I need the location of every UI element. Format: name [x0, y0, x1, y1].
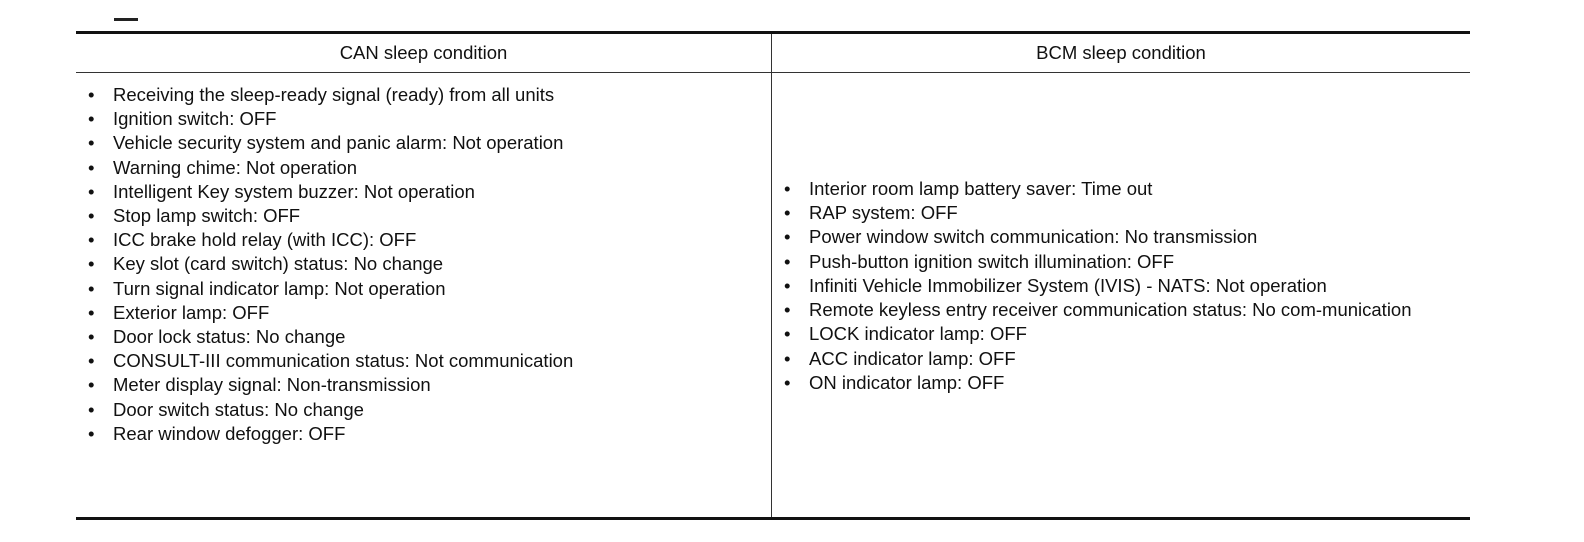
list-item: • Interior room lamp battery saver: Time out: [784, 177, 1470, 201]
list-item: • Push-button ignition switch illumination: OFF: [784, 250, 1470, 274]
table-body-row: [76, 73, 1470, 517]
list-item: • RAP system: OFF: [784, 201, 1470, 225]
list-item: • Door switch status: No change: [88, 398, 771, 422]
list-item: • Remote keyless entry receiver communication status: No com-munication: [784, 298, 1470, 322]
list-item: • Intelligent Key system buzzer: Not operation: [88, 180, 771, 204]
corner-mark: [114, 18, 138, 21]
list-item: • LOCK indicator lamp: OFF: [784, 322, 1470, 346]
bcm-sleep-condition-header: BCM sleep condition: [1036, 41, 1206, 63]
sleep-condition-table: [76, 31, 1470, 520]
list-item: • Infiniti Vehicle Immobilizer System (IVIS) - NATS: Not operation: [784, 274, 1470, 298]
list-item: • Turn signal indicator lamp: Not operation: [88, 277, 771, 301]
table-header-row: [76, 34, 1470, 73]
list-item: • Key slot (card switch) status: No change: [88, 252, 771, 276]
list-item: • Vehicle security system and panic alarm: Not operation: [88, 131, 771, 155]
can-conditions-cell: [76, 73, 772, 517]
list-item: • Ignition switch: OFF: [88, 107, 771, 131]
list-item: • CONSULT-III communication status: Not communication: [88, 349, 771, 373]
list-item: • Warning chime: Not operation: [88, 156, 771, 180]
list-item: • ACC indicator lamp: OFF: [784, 347, 1470, 371]
list-item: • Rear window defogger: OFF: [88, 422, 771, 446]
list-item: • Stop lamp switch: OFF: [88, 204, 771, 228]
list-item: • Power window switch communication: No transmission: [784, 225, 1470, 249]
list-item: • ICC brake hold relay (with ICC): OFF: [88, 228, 771, 252]
list-item: • ON indicator lamp: OFF: [784, 371, 1470, 395]
can-sleep-condition-header: CAN sleep condition: [76, 34, 772, 72]
bcm-conditions-cell: [772, 73, 1470, 517]
list-item: • Door lock status: No change: [88, 325, 771, 349]
can-conditions-list: [76, 83, 771, 446]
bcm-conditions-list: [772, 177, 1470, 395]
list-item: • Receiving the sleep-ready signal (ready) from all units: [88, 83, 771, 107]
list-item: • Meter display signal: Non-transmission: [88, 373, 771, 397]
list-item: • Exterior lamp: OFF: [88, 301, 771, 325]
